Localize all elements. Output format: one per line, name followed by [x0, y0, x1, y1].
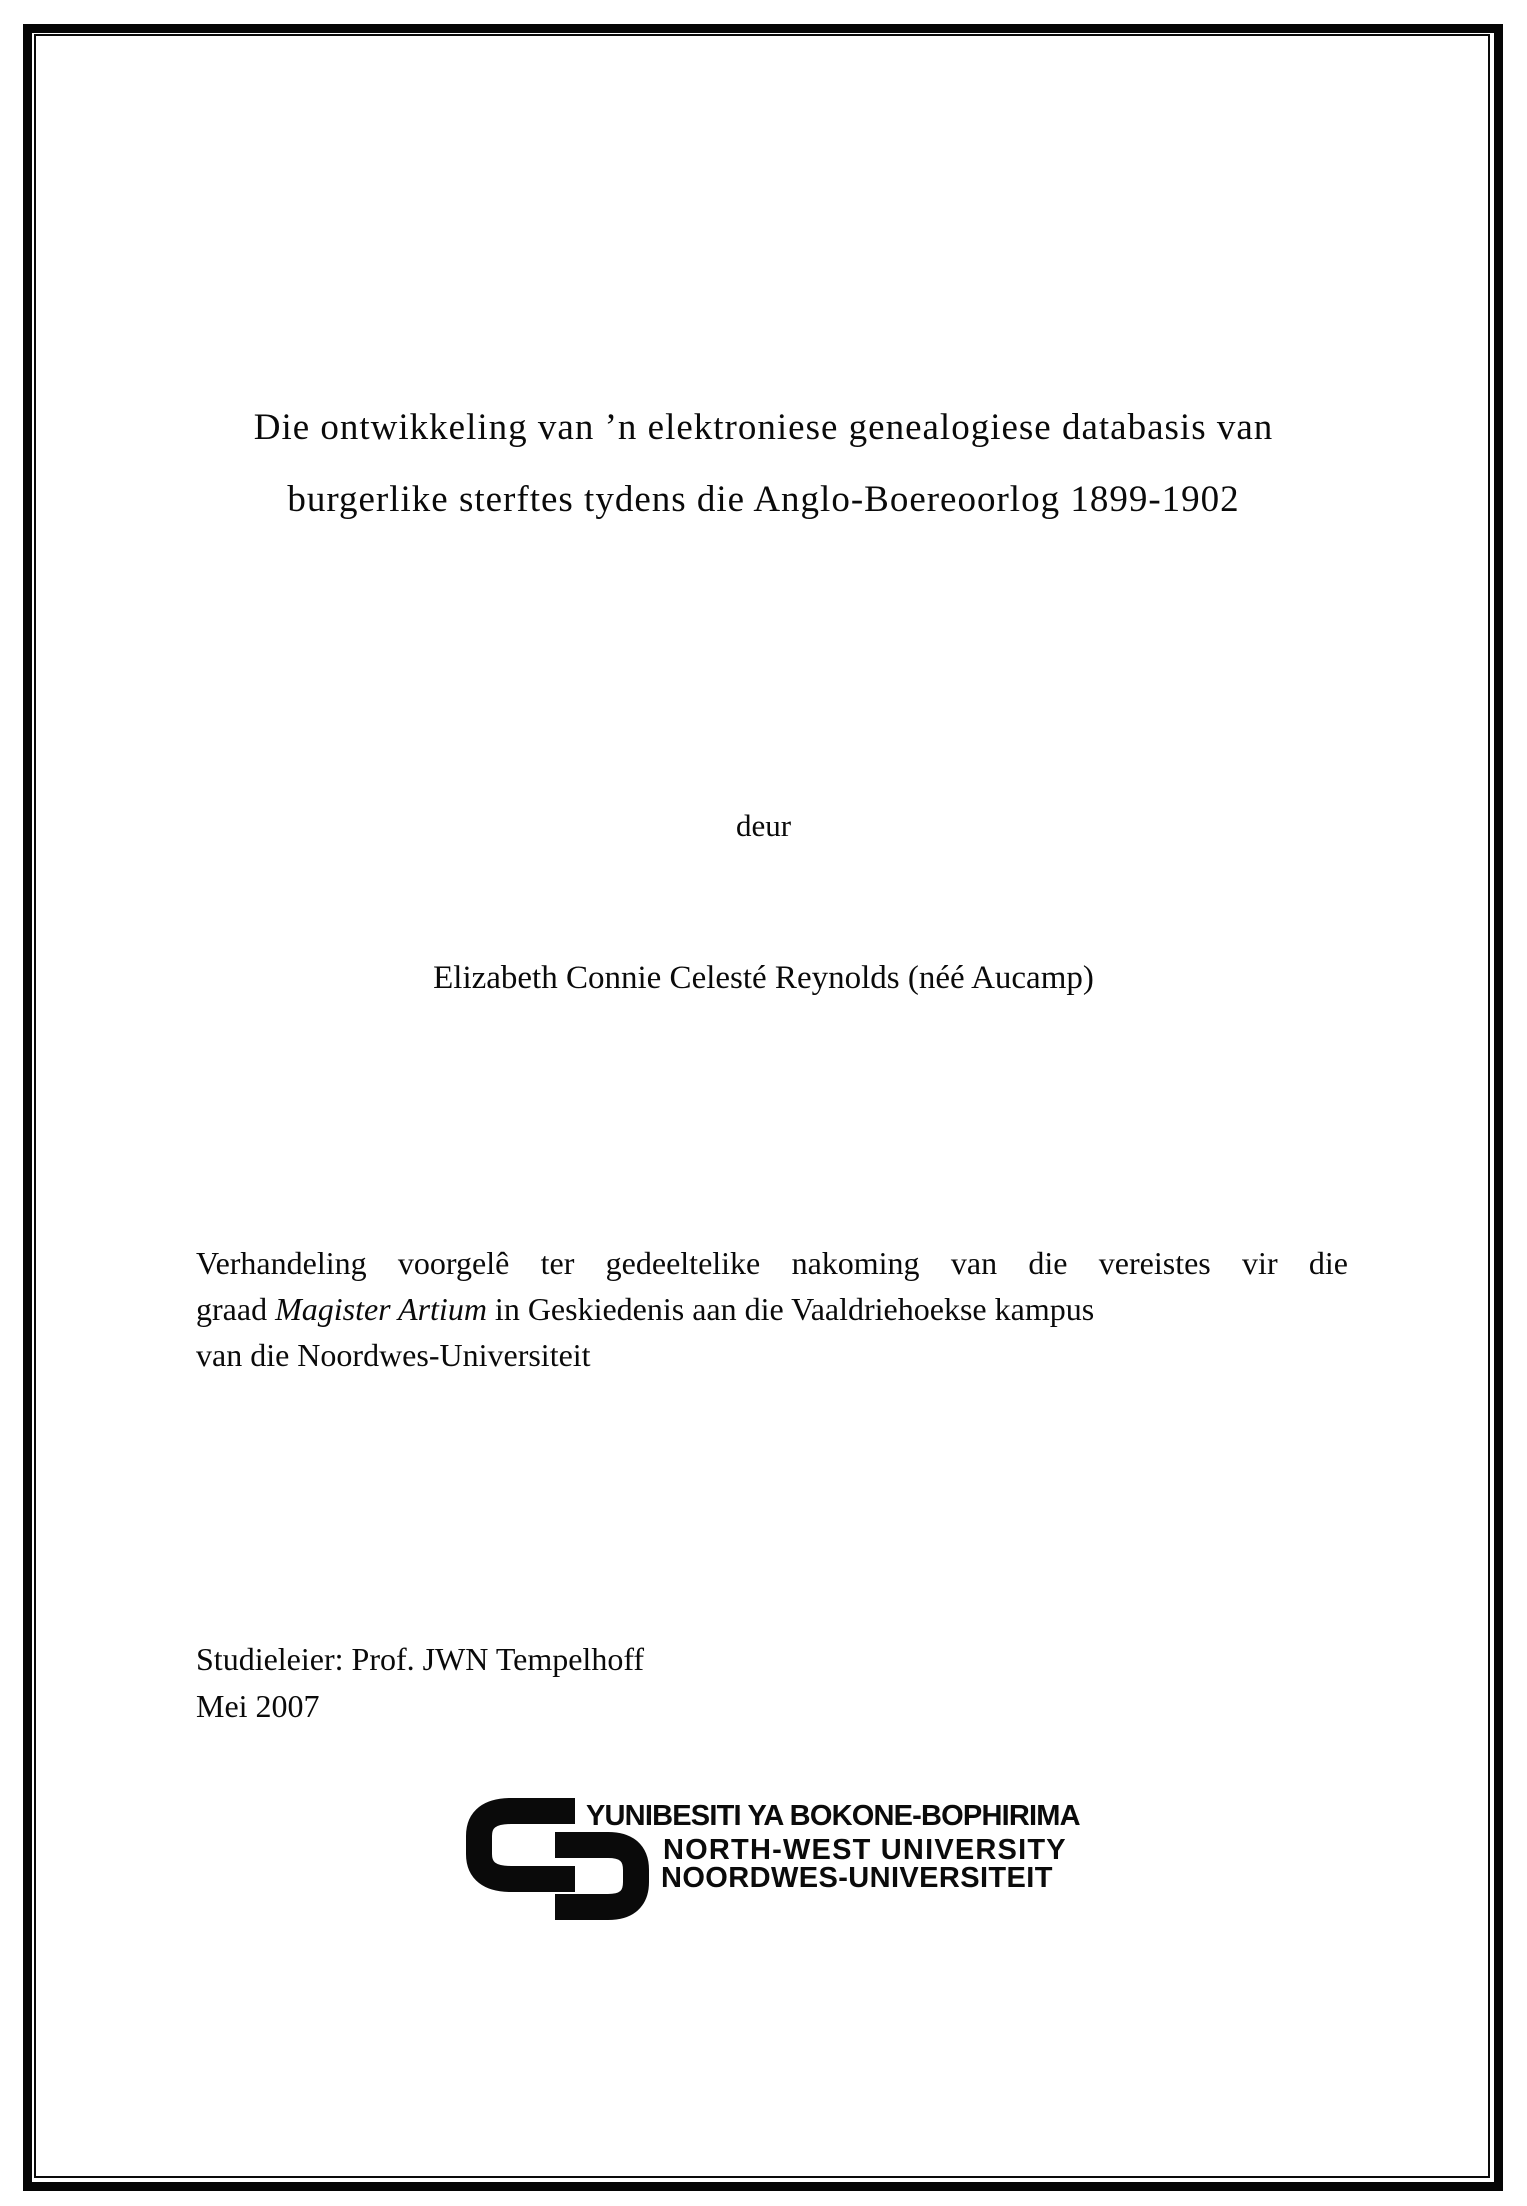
title-line-1: Die ontwikkeling van ’n elektroniese genealogiese databasis van: [253, 407, 1274, 448]
date-line: Mei 2007: [196, 1688, 320, 1724]
statement-line-3: van die Noordwes-Universiteit: [196, 1337, 591, 1373]
logo-name-afrikaans: NOORDWES-UNIVERSITEIT: [661, 1862, 1053, 1894]
logo-name-english: NORTH-WEST UNIVERSITY: [663, 1834, 1067, 1866]
thesis-title: [0, 392, 1527, 536]
university-logo: [463, 1796, 1103, 1946]
submission-statement: [196, 1240, 1348, 1378]
statement-line-1: Verhandeling voorgelê ter gedeeltelike nakoming van die vereistes vir die: [196, 1245, 1348, 1281]
logo-name-setswana: YUNIBESITI YA BOKONE-BOPHIRIMA: [586, 1800, 1080, 1832]
byline-deur: deur: [735, 808, 792, 843]
statement-line-2-prefix: graad: [196, 1291, 276, 1327]
statement-line-2: [196, 1286, 1348, 1332]
supervisor-line: Studieleier: Prof. JWN Tempelhoff: [196, 1641, 645, 1677]
credits-block: [196, 1636, 644, 1730]
degree-name-italic: Magister Artium: [275, 1291, 487, 1327]
title-line-2: burgerlike sterftes tydens die Anglo-Boereoorlog 1899-1902: [287, 479, 1240, 520]
author-name: Elizabeth Connie Celesté Reynolds (néé Aucamp): [433, 960, 1094, 996]
statement-line-2-suffix: in Geskiedenis aan die Vaaldriehoekse kampus: [486, 1291, 1095, 1327]
